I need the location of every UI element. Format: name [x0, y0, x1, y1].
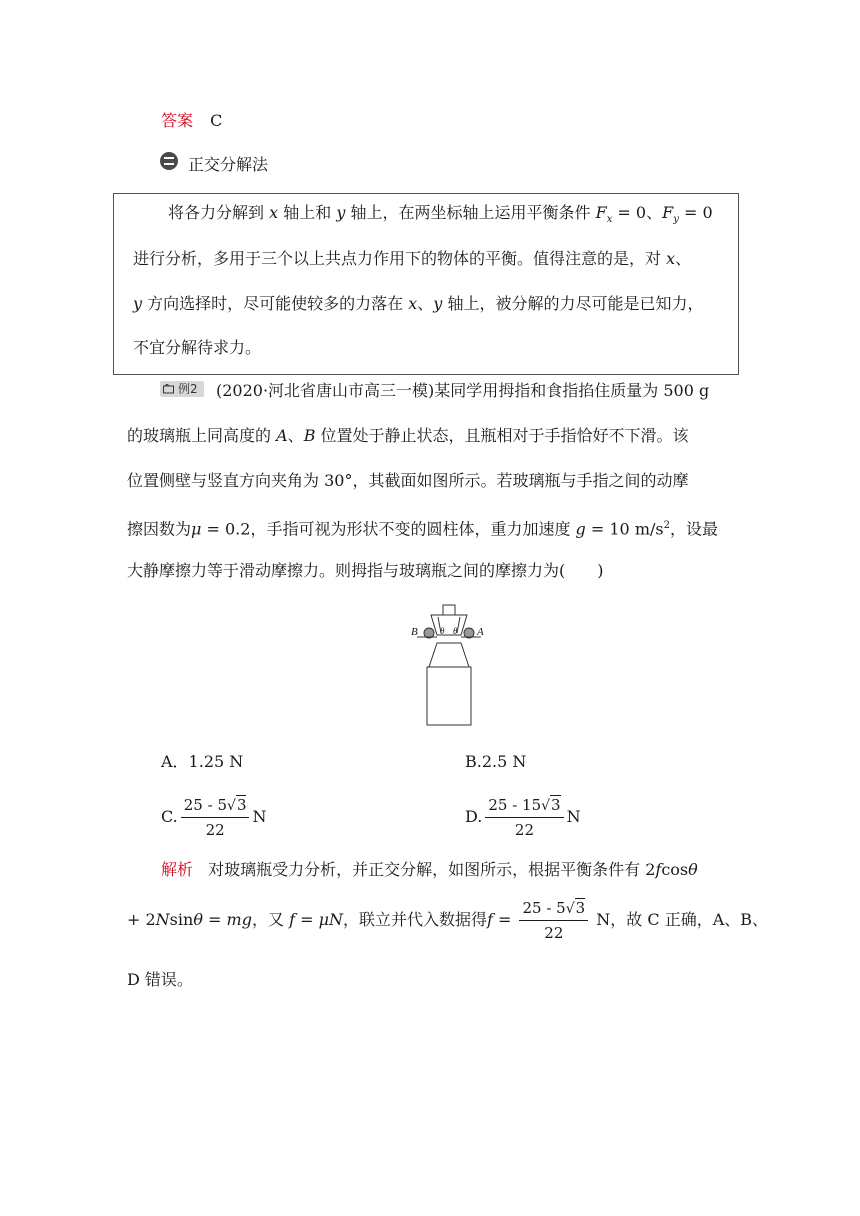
- option-a: A．1.25 N: [161, 752, 244, 771]
- box-line-2: 进行分析，多用于三个以上共点力作用下的物体的平衡。值得注意的是，对 x、: [133, 249, 692, 268]
- box-line-3: y 方向选择时，尽可能使较多的力落在 x、y 轴上，被分解的力尽可能是已知力，: [133, 294, 704, 313]
- box-line-4: 不宜分解待求力。: [133, 338, 262, 357]
- analysis-label: 解析: [161, 860, 194, 879]
- option-c-fraction: $\frac{25 - 5√3}{22}$: [181, 796, 250, 839]
- example-line-4: 擦因数为μ = 0.2，手指可视为形状不变的圆柱体，重力加速度 g = 10 $m/s^2$，设最: [127, 519, 718, 539]
- example-badge-label: 例2: [178, 382, 198, 396]
- section-title: 正交分解法: [188, 155, 269, 174]
- example-line-3: 位置侧壁与竖直方向夹角为 30°，其截面如图所示。若玻璃瓶与手指之间的动摩: [127, 471, 689, 490]
- bottle-diagram: [405, 603, 495, 729]
- option-b: B.2.5 N: [465, 752, 527, 771]
- analysis-fraction: $\frac{25 - 5√3}{22}$: [519, 899, 588, 942]
- example-badge: [160, 381, 204, 397]
- box-line-1: 将各力分解到 x 轴上和 y 轴上，在两坐标轴上运用平衡条件 $F_x = 0$、$F_y = 0$: [168, 203, 713, 226]
- answer-value: C: [210, 111, 223, 130]
- theta-right: θ: [453, 626, 458, 636]
- option-c: C. $\frac{25 - 5√3}{22}$ N: [161, 796, 267, 839]
- analysis-line-3: D 错误。: [127, 970, 193, 989]
- hand-pointer-icon: [163, 384, 174, 394]
- answer-label: 答案: [161, 111, 194, 130]
- example-line-2: 的玻璃瓶上同高度的 A、B 位置处于静止状态，且瓶相对于手指恰好不下滑。该: [127, 426, 689, 445]
- analysis-line-1: 解析 对玻璃瓶受力分析，并正交分解，如图所示，根据平衡条件有 2fcosθ: [161, 860, 698, 879]
- option-d: D. $\frac{25 - 15√3}{22}$ N: [465, 796, 581, 839]
- example-line-5: 大静摩擦力等于滑动摩擦力。则拇指与玻璃瓶之间的摩擦力为( ): [127, 561, 604, 580]
- option-d-fraction: $\frac{25 - 15√3}{22}$: [485, 796, 563, 839]
- analysis-line-2: + 2Nsinθ = mg，又 f = μN，联立并代入数据得f = $\frac{25 - 5√3}{22}$ N，故 C 正确，A、B、: [127, 899, 769, 942]
- example-line-1: (2020·河北省唐山市高三一模)某同学用拇指和食指掐住质量为 500 g: [216, 381, 710, 400]
- section-number-icon: [160, 152, 178, 170]
- finger-B: [417, 628, 437, 638]
- theta-left: θ: [440, 626, 445, 636]
- label-A: A: [477, 626, 484, 638]
- answer-line: [161, 111, 222, 131]
- label-B: B: [411, 626, 418, 638]
